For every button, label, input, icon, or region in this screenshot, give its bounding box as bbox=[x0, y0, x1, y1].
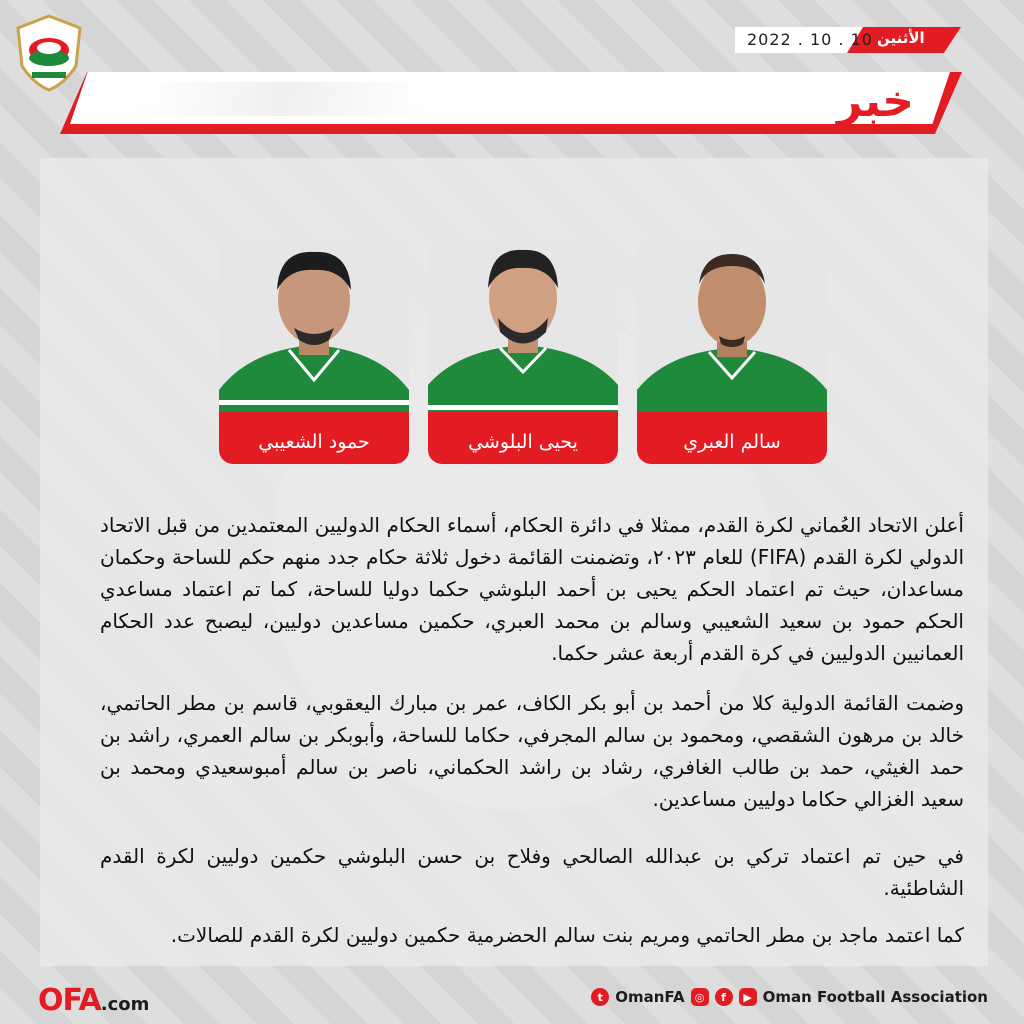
headline-title: خبر bbox=[836, 76, 914, 127]
facebook-icon[interactable]: f bbox=[715, 988, 733, 1006]
referee-card bbox=[428, 240, 618, 470]
paragraph-1: أعلن الاتحاد العُماني لكرة القدم، ممثلا في دائرة الحكام، أسماء الحكام الدوليين المعتمدين من قبل الاتحاد الدولي لكرة القدم (FIFA) للعام ٢٠٢٣، وتضمنت القائمة دخول ثلاثة حكام جدد منهم حكم للساحة وحكمان مساعدان، حيث تم اعتماد الحكم يحيى بن أحمد البلوشي حكما دوليا للساحة، كما تم اعتماد مساعدي الحكم حمود بن سعيد الشعيبي وسالم بن محمد العبري، حكمين مساعدين دوليين، ليصبح عدد الحكام العمانيين الدوليين في كرة القدم أربعة عشر حكما. bbox=[100, 513, 965, 665]
youtube-icon[interactable]: ▶ bbox=[739, 988, 757, 1006]
social-footer bbox=[591, 988, 988, 1006]
website-link[interactable] bbox=[38, 983, 149, 1018]
referee-name: يحيى البلوشي bbox=[468, 431, 578, 453]
referee-photo bbox=[219, 240, 409, 428]
paragraph-3: في حين تم اعتماد تركي بن عبدالله الصالحي وفلاح بن حسن البلوشي حكمين دوليين لكرة القدم الشاطئية. bbox=[100, 844, 964, 900]
website-suffix: .com bbox=[100, 994, 150, 1015]
headline-bar bbox=[60, 72, 962, 134]
date-bar bbox=[735, 27, 961, 53]
referee-photo bbox=[428, 240, 618, 428]
referee-name-plate bbox=[637, 412, 827, 464]
referee-name: سالم العبري bbox=[683, 431, 781, 453]
organization-name: Oman Football Association bbox=[762, 988, 988, 1006]
twitter-icon[interactable]: t bbox=[591, 988, 609, 1006]
referee-card bbox=[637, 240, 827, 470]
referee-photo bbox=[637, 240, 827, 428]
instagram-icon[interactable]: ◎ bbox=[691, 988, 709, 1006]
website-brand: OFA bbox=[38, 983, 101, 1018]
referee-card bbox=[219, 240, 409, 470]
day-text: الأثنين bbox=[877, 29, 925, 47]
referee-name: حمود الشعيبي bbox=[258, 431, 370, 453]
referee-name-plate bbox=[219, 412, 409, 464]
paragraph-4: كما اعتمد ماجد بن مطر الحاتمي ومريم بنت سالم الحضرمية حكمين دوليين لكرة القدم للصالات. bbox=[170, 923, 964, 947]
social-handle[interactable]: OmanFA bbox=[615, 988, 685, 1006]
paragraph-2: وضمت القائمة الدولية كلا من أحمد بن أبو بكر الكاف، عمر بن مبارك اليعقوبي، قاسم بن مطر الحاتمي، خالد بن مرهون الشقصي، ومحمود بن سالم المجرفي، حكاما للساحة، وأبوبكر بن سالم العمري، راشد بن حمد الغيثي، حمد بن طالب الغافري، رشاد بن راشد الحكماني، ناصر بن سالم أمبوسعيدي ومحمد بن سعيد الغزالي حكاما دوليين مساعدين. bbox=[100, 691, 964, 811]
referee-name-plate bbox=[428, 412, 618, 464]
date-text: 2022 . 10 . 10 bbox=[747, 30, 873, 49]
